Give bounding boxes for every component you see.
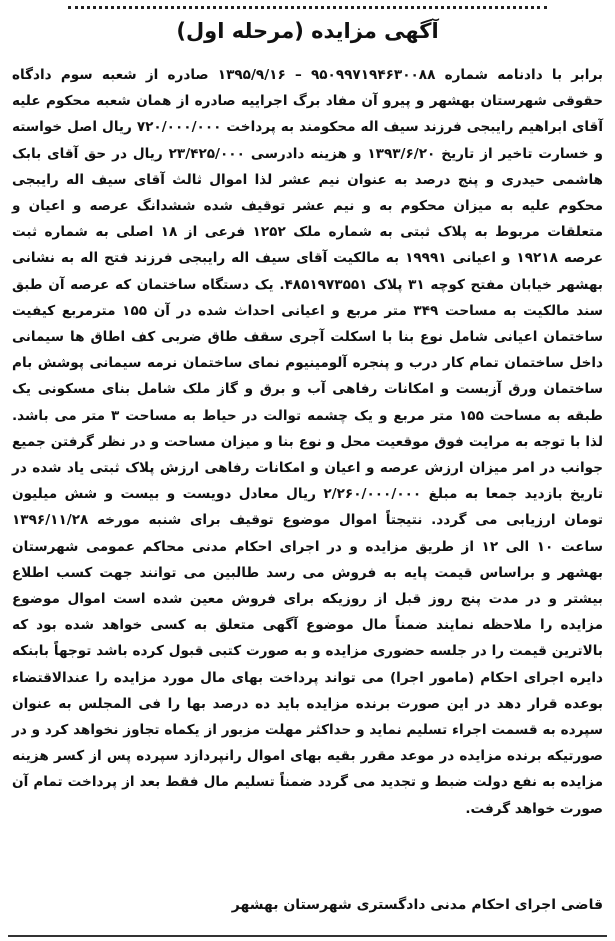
notice-title: آگهی مزایده (مرحله اول) — [176, 19, 439, 43]
auction-notice — [8, 0, 607, 941]
bottom-rule — [8, 935, 607, 937]
notice-body: برابر با دادنامه شماره ۹۵۰۹۹۷۱۹۴۶۳۰۰۸۸ – ۱۳۹۵/۹/۱۶ صادره از شعبه سوم دادگاه حقوقی شهرستان بهشهر و پیرو آن مفاد برگ اجراییه صادره از همان شعبه محکوم علیه آقای ابراهیم رایبجی فرزند سیف اله محکومند به پرداخت ۷۲۰/۰۰۰/۰۰۰ ریال اصل خواسته و خسارت تاخیر از تاریخ ۱۳۹۳/۶/۲۰ و هزینه دادرسی ۲۳/۴۲۵/۰۰۰ ریال در حق آقای بابک هاشمی حیدری و پنج درصد به عنوان نیم عشر لذا اموال ثالث آقای سیف اله رایبجی محکوم علیه به میزان محکوم به و نیم عشر توقیف شده ششدانگ عرصه و اعیان و متعلقات مربوط به پلاک ثبتی به شماره ملک ۱۲۵۲ فرعی از ۱۸ اصلی به شماره ثبت عرصه ۱۹۲۱۸ و اعیانی ۱۹۹۹۱ به مالکیت آقای سیف اله رایبجی فرزند فتح اله به نشانی بهشهر خیابان مفتح کوچه ۳۱ پلاک ۴۸۵۱۹۷۳۵۵۱. یک دستگاه ساختمان که عرصه آن طبق سند مالکیت به مساحت ۳۴۹ متر مربع و اعیانی احداث شده در آن ۱۵۵ مترمربع کیفیت ساختمان اعیانی شامل نوع بنا با اسکلت آجری سقف طاق ضربی کف اطاق ها سیمانی داخل ساختمان تمام کار درب و پنجره آلومینیوم نمای ساختمان نرمه سیمانی پوشش بام ساختمان ورق آزبست و امکانات رفاهی آب و برق و گاز ملک شامل بنای مسکونی یک طبقه به مساحت ۱۵۵ متر مربع و یک چشمه توالت در حیاط به مساحت ۳ متر می باشد. لذا با توجه به مرایت فوق موقعیت محل و نوع بنا و میزان مساحت و در نظر گرفتن جمیع جوانب در امر میزان ارزش عرصه و اعیان و امکانات رفاهی ارزش پلاک ثبتی یاد شده در تاریخ بازدید جمعا به مبلغ ۲/۲۶۰/۰۰۰/۰۰۰ ریال معادل دویست و بیست و شش میلیون تومان ارزیابی می گردد. نتیجتاً اموال موضوع توقیف برای شنبه مورخه ۱۳۹۶/۱۱/۲۸ ساعت ۱۰ الی ۱۲ از طریق مزایده و در اجرای احکام مدنی محاکم عمومی شهرستان بهشهر و براساس قیمت پایه به فروش می رسد طالبین می توانند جهت کسب اطلاع بیشتر و در مدت پنج روز قبل از روزیکه برای فروش معین شده است اموال موضوع مزایده را ملاحظه نمایند ضمناً مال موضوع آگهی متعلق به کسی خواهد شده بود که بالاترین قیمت را در جلسه حضوری مزایده و به صورت کتبی قبول کرده باشد توجهاً بابنکه دایره اجرای احکام (مامور اجرا) می تواند پرداخت بهای مال مورد مزایده را عندالاقتضاء بوعده قرار دهد در این صورت برنده مزایده باید ده درصد بها را فی المجلس به عنوان سپرده به قسمت اجراء تسلیم نماید و حداکثر مهلت مزبور از یکماه تجاوز نخواهد کرد و در صورتیکه برنده مزایده در موعد مقرر بقیه بهای اموال رانپردازد سپرده پس از کسر هزینه مزایده به نفع دولت ضبط و تجدید می گردد ضمناً تسلیم مال فقط بعد از پرداخت تمام آن صورت خواهد گرفت. — [12, 67, 604, 817]
top-dotted-rule — [68, 6, 547, 9]
notice-signature: قاضی اجرای احکام مدنی دادگستری شهرستان بهشهر — [231, 897, 603, 913]
